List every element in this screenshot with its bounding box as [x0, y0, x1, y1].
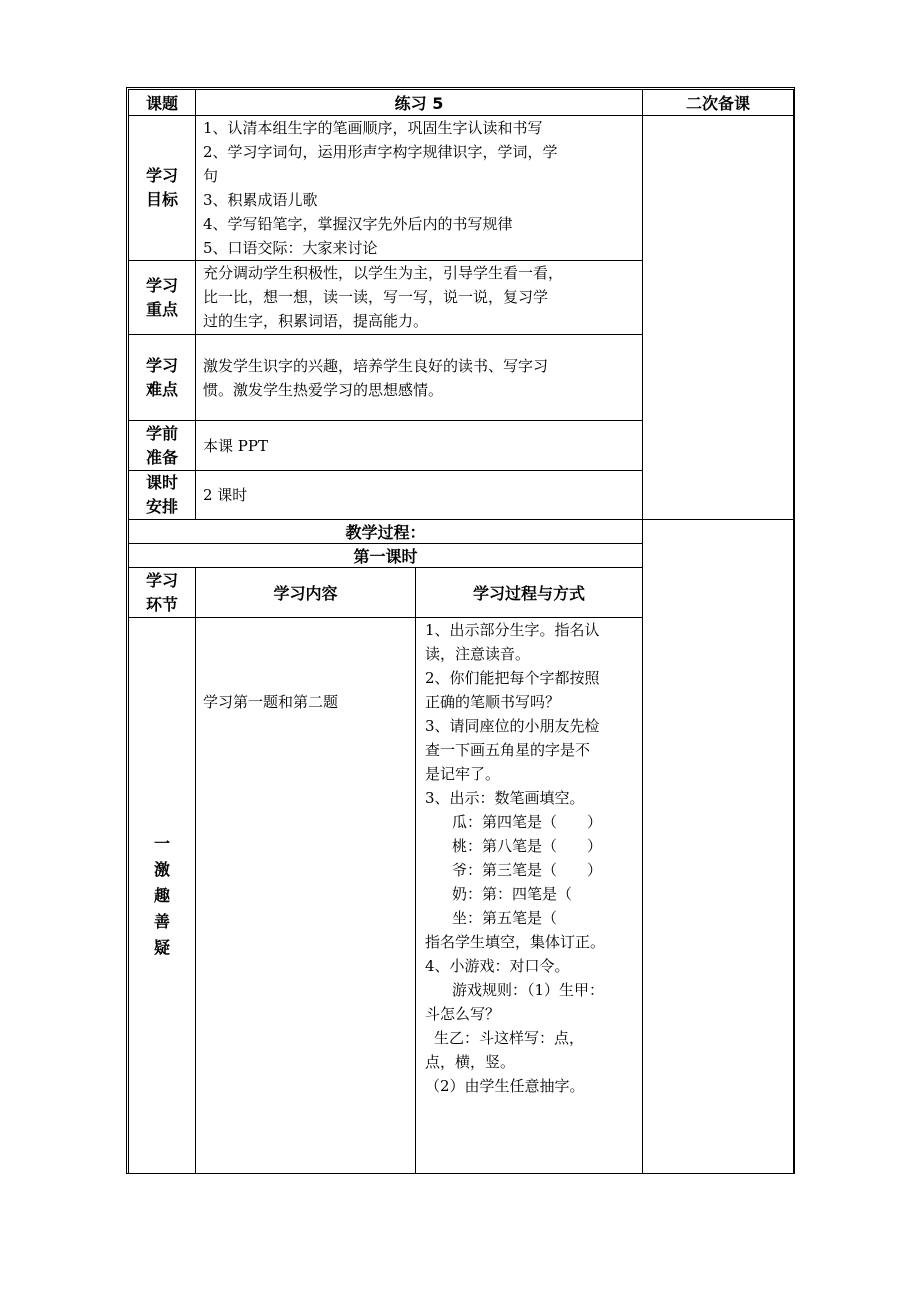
lesson-plan-table: [128, 89, 794, 1174]
goal-line: 4、学写铅笔字，掌握汉字先外后内的书写规律: [203, 215, 513, 233]
goal-line: 3、积累成语儿歌: [203, 191, 318, 209]
preparation-value: 本课 PPT: [196, 421, 643, 471]
difficulties-label: 学习 难点: [129, 335, 196, 421]
stage1-content: 学习第一题和第二题: [196, 618, 416, 1174]
difficulties-content: 激发学生识字的兴趣，培养学生良好的读书、写字习 惯。激发学生热爱学习的思想感情。: [196, 335, 643, 421]
second-prep-label: 二次备课: [643, 90, 794, 116]
topic-row: [129, 90, 794, 116]
goal-line: 1、认清本组生字的笔画顺序，巩固生字认读和书写: [203, 119, 543, 137]
stage-column-header: 学习 环节: [129, 568, 196, 618]
goals-label: 学习 目标: [129, 116, 196, 261]
key-points-content: 充分调动学生积极性，以学生为主，引导学生看一看， 比一比，想一想，读一读，写一写，说一说，复习学 过的生字，积累词语，提高能力。: [196, 261, 643, 335]
goal-line: 2、学习字词句，运用形声字构字规律识字，学词，学: [203, 143, 558, 161]
process-title: 教学过程：: [129, 520, 643, 544]
goals-content: [196, 116, 643, 261]
goals-row: [129, 116, 794, 261]
preparation-label: 学前 准备: [129, 421, 196, 471]
second-prep-cell: [643, 116, 794, 520]
process-title-row: [129, 520, 794, 544]
stage1-label: 一 激 趣 善 疑: [129, 618, 196, 1174]
topic-value: 练习 5: [196, 90, 643, 116]
key-points-label: 学习 重点: [129, 261, 196, 335]
second-prep-cell-lower: [643, 520, 794, 1174]
goal-line: 句: [203, 167, 219, 185]
stage1-process: 1、出示部分生字。指名认 读，注意读音。 2、你们能把每个字都按照 正确的笔顺书写吗？ 3、请同座位的小朋友先检 查一下画五角星的字是不 是记牢了。 3、出示：数笔画填空。 瓜：第四笔是（ ） 桃：第八笔是（ ） 爷：第三笔是（ ） 奶：第：四笔是（ 坐：第五笔是（ 指名学生填空，集体订正。 4、小游戏：对口令。 游戏规则：（1）生甲： 斗怎么写？ 生乙：斗这样写：点， 点，横，竖。 （2）由学生任意抽字。: [416, 618, 643, 1174]
topic-label: 课题: [129, 90, 196, 116]
schedule-label: 课时 安排: [129, 471, 196, 520]
goal-line: 5、口语交际：大家来讨论: [203, 239, 378, 257]
content-column-header: 学习内容: [196, 568, 416, 618]
schedule-value: 2 课时: [196, 471, 643, 520]
lesson-title: 第一课时: [129, 544, 643, 568]
method-column-header: 学习过程与方式: [416, 568, 643, 618]
